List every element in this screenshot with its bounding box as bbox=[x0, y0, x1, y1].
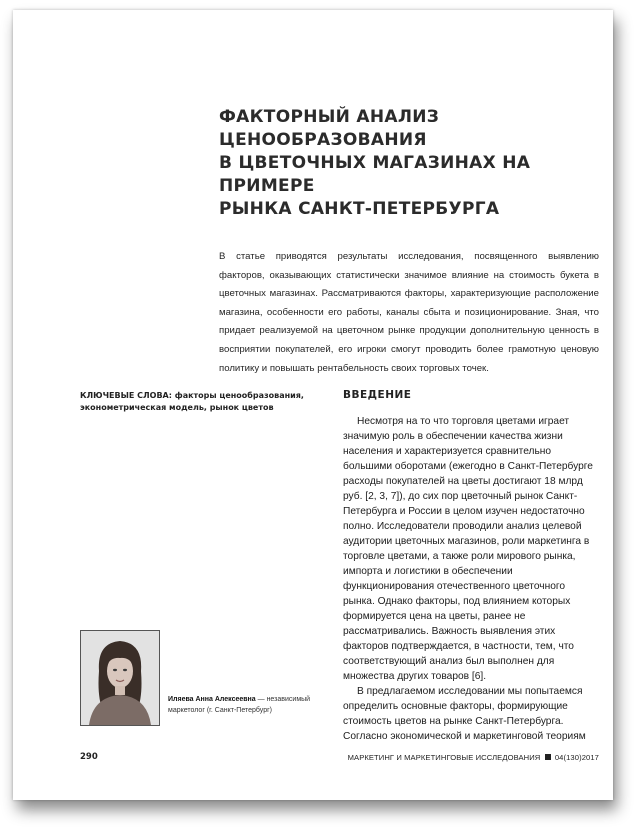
keywords bbox=[80, 390, 330, 414]
body-paragraph: В предлагаемом исследовании мы попытаемся определить основные факторы, формирующие стоимость цветов на рынке Санкт-Петербурга. Согласно экономической и маркетинговой теориям bbox=[343, 686, 586, 742]
journal-name: МАРКЕТИНГ И МАРКЕТИНГОВЫЕ ИССЛЕДОВАНИЯ bbox=[347, 753, 541, 762]
title-line: РЫНКА САНКТ-ПЕТЕРБУРГА bbox=[219, 199, 500, 219]
journal-issue: 04(130)2017 bbox=[554, 753, 599, 762]
body-column bbox=[343, 414, 599, 744]
author-info bbox=[168, 694, 333, 716]
article-title bbox=[219, 106, 599, 221]
keywords-text: факторы ценообразования, эконометрическая модель, рынок цветов bbox=[80, 391, 304, 412]
section-heading: ВВЕДЕНИЕ bbox=[343, 389, 412, 401]
article-abstract: В статье приводятся результаты исследования, посвященного выявлению факторов, оказывающих статистически значимое влияние на стоимость букета в цветочных магазинах. Рассматриваются факторы, характеризующие расположение магазина, особенности его работы, каналы сбыта и позиционирование. Зная, что придает реализуемой на цветочном рынке продукции дополнительную ценность в восприятии покупателей, его игроки смогут проводить более грамотную ценовую политику и повышать рентабельность своих торговых точек. bbox=[219, 251, 599, 374]
author-photo bbox=[80, 630, 160, 726]
body-paragraph: Несмотря на то что торговля цветами играет значимую роль в обеспечении качества жизни населения и характеризуется сравнительно большими оборотами (ежегодно в Санкт-Петербурге расходы покупателей на цветы достигают 18 млрд руб. [2, 3, 7]), до сих пор цветочный рынок Санкт-Петербурга и России в целом изучен недостаточно полно. Исследователи проводили анализ целевой аудитории цветочных магазинов, роли маркетинга в торговле цветами, а также роли мирового рынка, импорта и логистики в обеспечении функционирования отечественного цветочного рынка. Однако факторы, под влиянием которых формируется цена на цветы, ранее не рассматривались. Важность выявления этих факторов подтверждается, в частности, тем, что соответствующий анализ был выполнен для множества других товаров [6]. bbox=[343, 416, 593, 682]
title-line: ФАКТОРНЫЙ АНАЛИЗ ЦЕНООБРАЗОВАНИЯ bbox=[219, 107, 440, 150]
square-separator-icon bbox=[545, 754, 551, 760]
author-name: Иляева Анна Алексеевна bbox=[168, 696, 256, 703]
author-description: — независимый маркетолог (г. Санкт-Петербург) bbox=[168, 696, 311, 714]
keywords-label: КЛЮЧЕВЫЕ СЛОВА: bbox=[80, 391, 172, 400]
journal-footer bbox=[323, 753, 599, 762]
title-line: В ЦВЕТОЧНЫХ МАГАЗИНАХ НА ПРИМЕРЕ bbox=[219, 153, 531, 196]
author-portrait-icon bbox=[81, 631, 159, 725]
page-number: 290 bbox=[80, 752, 98, 762]
journal-page bbox=[13, 10, 613, 800]
